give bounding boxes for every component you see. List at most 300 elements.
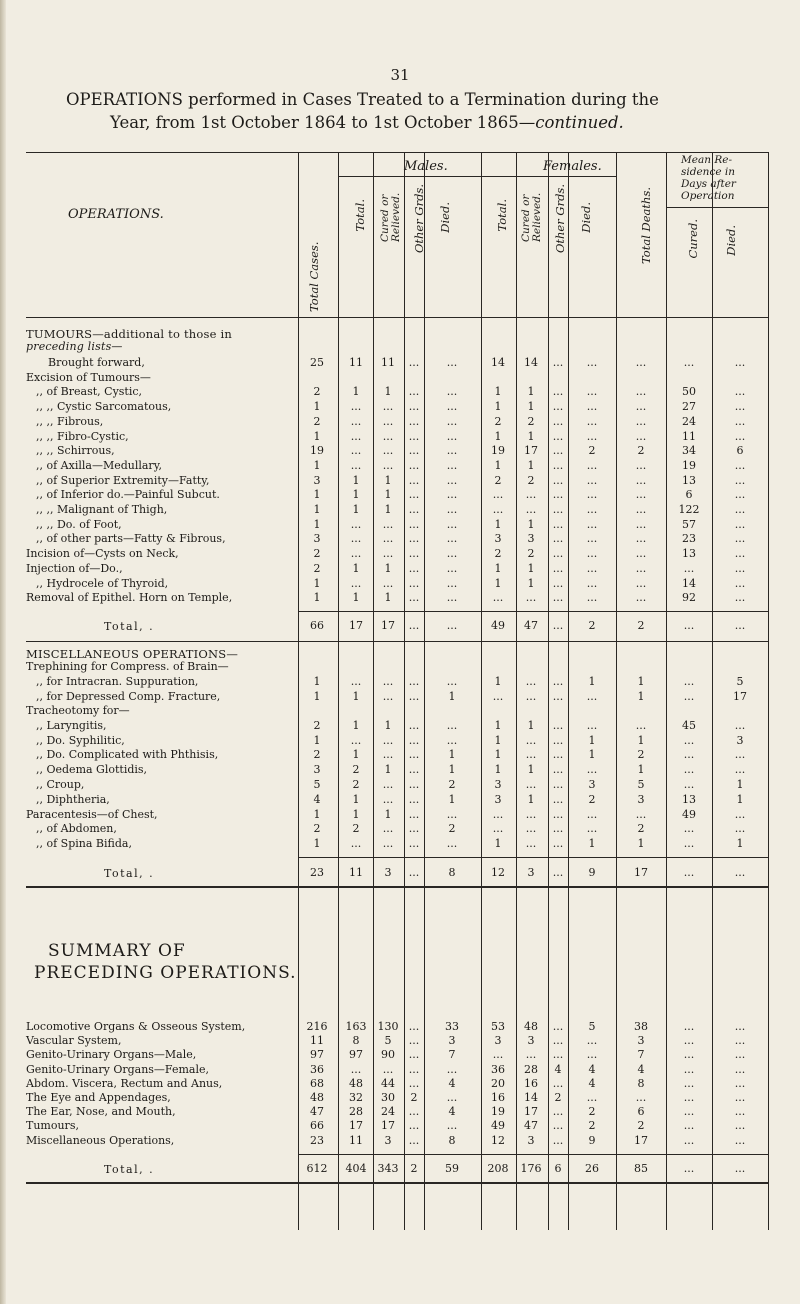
summary-heading-1: SUMMARY OF <box>48 941 186 961</box>
table-cell: 25 <box>310 356 324 369</box>
table-cell: ... <box>552 1119 564 1133</box>
table-cell: ... <box>382 748 394 762</box>
tumours-heading: TUMOURS—additional to those in <box>26 327 232 341</box>
table-cell: ... <box>552 1034 564 1048</box>
total-cell: 3 <box>384 866 392 879</box>
total-cell: 612 <box>306 1161 328 1175</box>
table-cell: 47 <box>524 1119 538 1133</box>
table-cell: ... <box>635 473 647 487</box>
table-cell: ... <box>408 1105 420 1119</box>
table-cell: ... <box>552 591 564 605</box>
table-cell: 97 <box>349 1048 363 1062</box>
total-cell: 404 <box>345 1161 367 1175</box>
table-cell: 16 <box>491 1091 505 1104</box>
table-cell: ... <box>382 576 394 590</box>
table-cell: 1 <box>527 429 535 443</box>
table-cell: 20 <box>491 1076 505 1090</box>
header-males-total: Total. <box>353 199 367 232</box>
table-cell: 13 <box>682 547 696 561</box>
table-cell: ... <box>350 444 362 458</box>
column-rule <box>712 152 713 1230</box>
header-mean-residence-line1: Mean Re- <box>681 154 732 166</box>
row-label: Abdom. Viscera, Rectum and Anus, <box>26 1076 223 1090</box>
table-cell: 3 <box>494 792 502 806</box>
header-females-total: Total. <box>495 199 509 232</box>
table-cell: ... <box>408 689 420 703</box>
table-cell: ... <box>492 488 504 502</box>
table-cell: 2 <box>588 792 596 806</box>
table-cell: ... <box>635 517 647 531</box>
table-cell: ... <box>525 822 537 836</box>
row-label: ,, Laryngitis, <box>36 718 107 732</box>
table-cell: 1 <box>313 807 321 821</box>
table-cell: 4 <box>313 792 321 806</box>
tumours-total-rule <box>298 611 768 612</box>
table-cell: 5 <box>384 1034 392 1048</box>
table-cell: ... <box>552 444 564 458</box>
table-cell: ... <box>552 718 564 732</box>
row-label: Paracentesis—of Chest, <box>26 807 158 821</box>
table-cell: 97 <box>310 1048 324 1062</box>
table-cell: ... <box>635 429 647 443</box>
row-label: ,, of Breast, Cystic, <box>36 385 143 399</box>
title-continued: continued. <box>535 113 624 132</box>
table-cell: ... <box>635 503 647 516</box>
table-cell: ... <box>382 674 394 688</box>
table-cell: 92 <box>682 591 696 605</box>
column-rule <box>298 152 299 1230</box>
table-cell: ... <box>635 561 647 575</box>
table-cell: 3 <box>313 473 321 487</box>
table-cell: ... <box>408 718 420 732</box>
table-cell: ... <box>552 1133 564 1147</box>
table-cell: ... <box>586 356 598 369</box>
table-cell: 12 <box>491 1133 505 1147</box>
table-cell: ... <box>586 488 598 502</box>
table-cell: 1 <box>313 488 321 502</box>
table-cell: ... <box>734 1091 746 1104</box>
table-cell: ... <box>382 733 394 747</box>
row-label: Excision of Tumours— <box>26 370 151 384</box>
table-cell: ... <box>683 561 695 575</box>
table-cell: 19 <box>491 444 505 458</box>
summary-heading-2: PRECEDING OPERATIONS. <box>34 963 297 983</box>
header-males-other-grds: Other Grds. <box>412 184 426 254</box>
table-cell: 17 <box>381 1119 395 1133</box>
row-label: The Eye and Appendages, <box>26 1091 171 1104</box>
row-label: ,, for Depressed Comp. Fracture, <box>36 689 221 703</box>
table-cell: ... <box>552 1105 564 1119</box>
table-cell: ... <box>408 822 420 836</box>
table-cell: 2 <box>313 718 321 732</box>
table-cell: 17 <box>349 1119 363 1133</box>
table-cell: ... <box>552 414 564 428</box>
table-cell: 28 <box>349 1105 363 1119</box>
table-cell: 38 <box>634 1020 648 1033</box>
table-cell: ... <box>734 473 746 487</box>
table-cell: 2 <box>352 763 360 777</box>
table-cell: ... <box>635 385 647 399</box>
table-cell: 1 <box>384 591 392 605</box>
misc-total-rule <box>298 857 768 858</box>
table-cell: 47 <box>310 1105 324 1119</box>
table-cell: 1 <box>352 473 360 487</box>
table-cell: ... <box>635 547 647 561</box>
table-cell: 13 <box>682 792 696 806</box>
table-cell: 2 <box>313 748 321 762</box>
table-cell: 45 <box>682 718 696 732</box>
table-cell: 3 <box>494 1034 502 1048</box>
table-cell: 44 <box>381 1076 395 1090</box>
row-label: ,, ,, Fibro-Cystic, <box>36 429 129 443</box>
column-rule <box>768 152 769 1230</box>
table-cell: ... <box>734 488 746 502</box>
row-label: ,, ,, Schirrous, <box>36 444 115 458</box>
total-cell: 3 <box>527 866 535 879</box>
table-cell: ... <box>408 1048 420 1062</box>
table-cell: ... <box>635 400 647 414</box>
table-cell: 14 <box>491 356 505 369</box>
table-cell: ... <box>552 576 564 590</box>
table-cell: ... <box>552 400 564 414</box>
table-cell: ... <box>683 748 695 762</box>
table-cell: ... <box>586 429 598 443</box>
row-label: The Ear, Nose, and Mouth, <box>26 1105 176 1119</box>
table-cell: ... <box>552 1020 564 1033</box>
table-cell: 2 <box>637 444 645 458</box>
row-label: ,, ,, Do. of Foot, <box>36 517 122 531</box>
table-cell: 1 <box>352 561 360 575</box>
table-cell: ... <box>408 763 420 777</box>
table-cell: ... <box>734 1062 746 1076</box>
header-operations: OPERATIONS. <box>68 207 164 222</box>
table-cell: 2 <box>588 1119 596 1133</box>
table-cell: ... <box>683 837 695 851</box>
table-cell: 48 <box>310 1091 324 1104</box>
table-cell: 2 <box>313 547 321 561</box>
table-cell: 13 <box>682 473 696 487</box>
row-label: ,, of Superior Extremity—Fatty, <box>36 473 210 487</box>
row-label: ,, of Abdomen, <box>36 822 117 836</box>
row-label: ,, Do. Syphilitic, <box>36 733 125 747</box>
table-cell: ... <box>382 1062 394 1076</box>
table-cell: ... <box>446 429 458 443</box>
header-bottom-rule <box>26 317 768 318</box>
header-males-cured: Cured or Relieved. <box>379 192 402 242</box>
table-cell: 2 <box>527 414 535 428</box>
table-cell: ... <box>552 532 564 546</box>
table-cell: ... <box>586 503 598 516</box>
table-cell: 68 <box>310 1076 324 1090</box>
table-cell: ... <box>635 414 647 428</box>
table-cell: 1 <box>494 733 502 747</box>
table-cell: ... <box>734 576 746 590</box>
table-cell: ... <box>525 807 537 821</box>
table-cell: ... <box>586 718 598 732</box>
table-cell: 49 <box>491 1119 505 1133</box>
title-line-2 <box>60 111 790 134</box>
table-cell: 1 <box>637 733 645 747</box>
table-cell: ... <box>734 400 746 414</box>
table-cell: 16 <box>524 1076 538 1090</box>
table-cell: ... <box>552 822 564 836</box>
table-cell: ... <box>525 503 537 516</box>
table-cell: 34 <box>682 444 696 458</box>
table-cell: ... <box>446 547 458 561</box>
table-cell: ... <box>408 414 420 428</box>
table-cell: 8 <box>448 1133 456 1147</box>
table-cell: ... <box>683 689 695 703</box>
table-cell: 2 <box>352 778 360 791</box>
table-cell: ... <box>408 400 420 414</box>
total-cell: ... <box>408 866 420 879</box>
table-cell: 1 <box>448 748 456 762</box>
table-cell: ... <box>586 1091 598 1104</box>
table-cell: 6 <box>736 444 744 458</box>
table-cell: 1 <box>527 400 535 414</box>
table-cell: 2 <box>313 822 321 836</box>
total-cell: 176 <box>520 1161 542 1175</box>
table-cell: ... <box>525 748 537 762</box>
table-cell: ... <box>552 356 564 369</box>
table-cell: 3 <box>736 733 744 747</box>
table-cell: 27 <box>682 400 696 414</box>
table-cell: 11 <box>682 429 696 443</box>
table-cell: 9 <box>588 1133 596 1147</box>
table-cell: ... <box>552 748 564 762</box>
table-cell: 66 <box>310 1119 324 1133</box>
row-label: Brought forward, <box>48 356 145 369</box>
table-cell: ... <box>635 807 647 821</box>
table-cell: ... <box>683 778 695 791</box>
table-cell: ... <box>586 822 598 836</box>
table-cell: ... <box>408 547 420 561</box>
table-cell: 49 <box>682 807 696 821</box>
row-label: ,, Diphtheria, <box>36 792 110 806</box>
table-cell: 2 <box>448 778 456 791</box>
table-cell: ... <box>683 1062 695 1076</box>
table-cell: ... <box>586 807 598 821</box>
table-cell: ... <box>446 674 458 688</box>
table-cell: 1 <box>736 792 744 806</box>
table-cell: 1 <box>494 576 502 590</box>
table-cell: 11 <box>349 356 363 369</box>
table-cell: 7 <box>637 1048 645 1062</box>
table-cell: 2 <box>494 414 502 428</box>
table-cell: 2 <box>313 385 321 399</box>
column-rule <box>338 152 339 1230</box>
misc-heading: MISCELLANEOUS OPERATIONS— <box>26 646 239 661</box>
table-cell: ... <box>635 532 647 546</box>
table-cell: ... <box>408 778 420 791</box>
header-females-other-grds: Other Grds. <box>553 184 567 254</box>
table-cell: ... <box>586 458 598 472</box>
mean-subheader-rule <box>666 207 768 208</box>
row-label: Miscellaneous Operations, <box>26 1133 175 1147</box>
table-cell: 1 <box>637 689 645 703</box>
table-cell: ... <box>408 1034 420 1048</box>
table-cell: ... <box>408 561 420 575</box>
table-cell: 1 <box>527 517 535 531</box>
row-label: ,, Croup, <box>36 778 85 791</box>
total-cell: 17 <box>349 618 363 632</box>
table-cell: 2 <box>588 1105 596 1119</box>
table-cell: ... <box>683 733 695 747</box>
column-rule <box>481 152 482 1230</box>
table-cell: 1 <box>588 674 596 688</box>
table-top-rule <box>26 152 768 153</box>
table-cell: 2 <box>637 748 645 762</box>
table-cell: ... <box>734 807 746 821</box>
table-cell: 1 <box>494 837 502 851</box>
table-cell: 2 <box>494 547 502 561</box>
table-cell: ... <box>382 517 394 531</box>
table-cell: ... <box>350 458 362 472</box>
table-cell: ... <box>734 429 746 443</box>
total-cell: 8 <box>448 866 456 879</box>
table-cell: 1 <box>313 400 321 414</box>
table-cell: ... <box>552 733 564 747</box>
table-cell: 1 <box>313 503 321 516</box>
table-cell: ... <box>408 792 420 806</box>
table-cell: 1 <box>313 458 321 472</box>
table-cell: ... <box>586 473 598 487</box>
table-cell: ... <box>586 385 598 399</box>
table-cell: 57 <box>682 517 696 531</box>
table-cell: 4 <box>448 1105 456 1119</box>
header-mean-died: Died. <box>724 225 738 256</box>
header-total-cases: Total Cases. <box>307 241 321 312</box>
table-cell: ... <box>382 458 394 472</box>
table-cell: 1 <box>384 718 392 732</box>
table-cell: 1 <box>352 792 360 806</box>
table-cell: ... <box>408 1076 420 1090</box>
table-cell: 5 <box>637 778 645 791</box>
table-cell: 1 <box>352 807 360 821</box>
males-subheader-rule <box>338 176 481 177</box>
table-cell: ... <box>586 517 598 531</box>
misc-bottom-rule <box>26 886 768 888</box>
table-cell: ... <box>552 792 564 806</box>
table-cell: 32 <box>349 1091 363 1104</box>
table-cell: ... <box>734 748 746 762</box>
table-cell: 1 <box>448 689 456 703</box>
table-cell: ... <box>350 400 362 414</box>
total-cell: 66 <box>310 618 324 632</box>
table-cell: 1 <box>313 517 321 531</box>
row-label: Genito-Urinary Organs—Female, <box>26 1062 209 1076</box>
row-label: Trephining for Compress. of Brain— <box>26 659 229 673</box>
total-cell: ... <box>734 618 746 632</box>
table-cell: 2 <box>637 1119 645 1133</box>
table-cell: 17 <box>524 444 538 458</box>
table-cell: ... <box>586 532 598 546</box>
table-cell: ... <box>408 674 420 688</box>
table-cell: 1 <box>736 778 744 791</box>
table-cell: 53 <box>491 1020 505 1033</box>
title-line-2-text: Year, from 1st October 1864 to 1st October 1865— <box>110 113 536 132</box>
table-cell: ... <box>446 400 458 414</box>
table-cell: ... <box>683 1076 695 1090</box>
table-cell: ... <box>350 837 362 851</box>
table-cell: 1 <box>448 792 456 806</box>
table-cell: 36 <box>310 1062 324 1076</box>
table-cell: 14 <box>524 356 538 369</box>
table-cell: 1 <box>313 429 321 443</box>
table-cell: ... <box>446 503 458 516</box>
table-cell: 1 <box>637 837 645 851</box>
table-cell: ... <box>734 1020 746 1033</box>
table-cell: ... <box>492 807 504 821</box>
table-cell: ... <box>525 591 537 605</box>
table-cell: 24 <box>682 414 696 428</box>
table-cell: ... <box>525 778 537 791</box>
table-cell: ... <box>635 356 647 369</box>
table-cell: ... <box>408 473 420 487</box>
table-cell: ... <box>734 1133 746 1147</box>
table-cell: ... <box>446 488 458 502</box>
table-cell: ... <box>586 400 598 414</box>
table-cell: ... <box>683 1133 695 1147</box>
table-cell: ... <box>734 822 746 836</box>
table-cell: ... <box>446 591 458 605</box>
table-cell: ... <box>492 822 504 836</box>
table-cell: ... <box>446 517 458 531</box>
page-title <box>60 88 790 134</box>
row-label: ,, Do. Complicated with Phthisis, <box>36 748 219 762</box>
table-cell: ... <box>408 1020 420 1033</box>
table-cell: 1 <box>527 458 535 472</box>
table-cell: 3 <box>494 778 502 791</box>
table-cell: 1 <box>313 591 321 605</box>
total-cell: 343 <box>377 1161 399 1175</box>
table-cell: 8 <box>637 1076 645 1090</box>
header-mean-residence-line3: Days after <box>681 178 736 190</box>
table-cell: 24 <box>381 1105 395 1119</box>
table-cell: ... <box>552 503 564 516</box>
table-cell: 2 <box>410 1091 418 1104</box>
table-cell: 48 <box>524 1020 538 1033</box>
table-cell: 1 <box>494 458 502 472</box>
header-males: Males. <box>404 159 448 174</box>
table-cell: ... <box>408 488 420 502</box>
row-label: ,, ,, Malignant of Thigh, <box>36 503 168 516</box>
table-cell: 1 <box>527 385 535 399</box>
table-cell: ... <box>382 532 394 546</box>
table-cell: ... <box>382 400 394 414</box>
table-cell: ... <box>552 458 564 472</box>
table-cell: ... <box>734 458 746 472</box>
table-cell: 4 <box>588 1062 596 1076</box>
table-cell: ... <box>586 591 598 605</box>
table-cell: ... <box>408 807 420 821</box>
table-cell: ... <box>350 547 362 561</box>
table-cell: 2 <box>527 473 535 487</box>
table-cell: ... <box>586 547 598 561</box>
tumours-heading-2: preceding lists— <box>26 340 123 353</box>
row-label: ,, of Inferior do.—Painful Subcut. <box>36 488 220 502</box>
table-cell: 14 <box>524 1091 538 1104</box>
table-cell: 36 <box>491 1062 505 1076</box>
total-cell: ... <box>408 618 420 632</box>
table-cell: ... <box>446 576 458 590</box>
table-cell: 1 <box>352 748 360 762</box>
table-cell: 1 <box>313 733 321 747</box>
table-cell: 2 <box>637 822 645 836</box>
total-cell: 12 <box>491 866 505 879</box>
table-cell: 3 <box>313 763 321 777</box>
table-cell: ... <box>408 1062 420 1076</box>
